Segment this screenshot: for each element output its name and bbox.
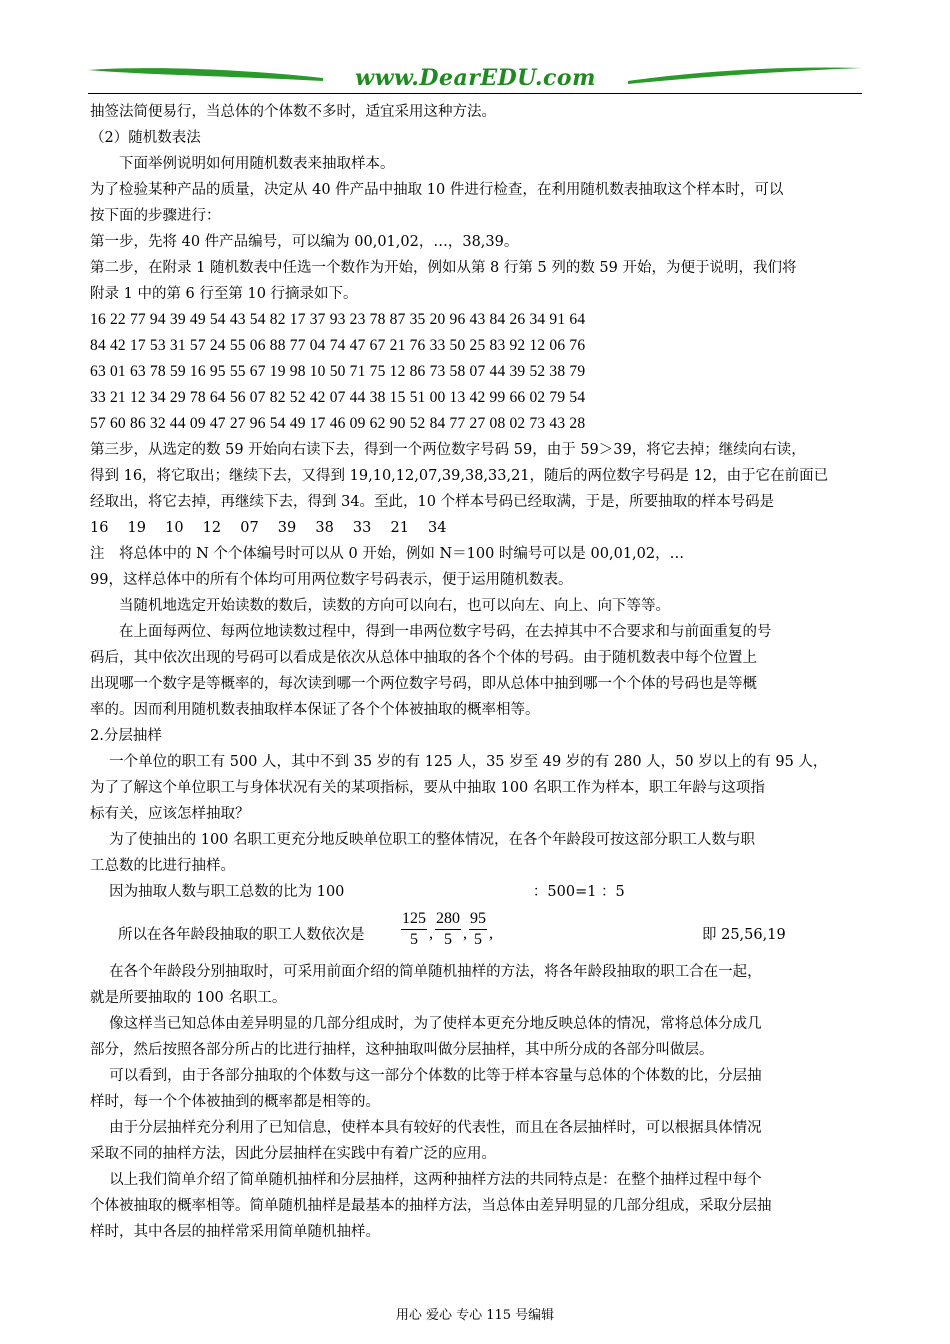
- fraction: [401, 909, 427, 950]
- fraction-separator: ,: [463, 924, 467, 942]
- random-table-row: 84 42 17 53 31 57 24 55 06 88 77 04 74 47 67 21 76 33 50 25 83 92 12 06 76: [90, 337, 586, 354]
- fraction-numerator: 95: [469, 909, 487, 930]
- paragraph-line: 由于分层抽样充分利用了已知信息，使样本具有较好的代表性，而且在各层抽样时，可以根据具体情况: [90, 1120, 762, 1136]
- fraction-denominator: 5: [444, 931, 452, 948]
- paragraph-line: 样时，每一个个体被抽到的概率都是相等的。: [90, 1094, 380, 1110]
- fraction-group: [400, 909, 494, 950]
- sample-numbers: 16 19 10 12 07 39 38 33 21 34: [90, 520, 447, 536]
- paragraph-line: 码后，其中依次出现的号码可以看成是依次从总体中抽取的各个个体的号码。由于随机数表中每个位置上: [90, 650, 757, 666]
- fraction-numerator: 125: [401, 909, 427, 930]
- paragraph-line: 得到 16，将它取出；继续下去，又得到 19,10,12,07,39,38,33,21，随后的两位数字号码是 12，由于它在前面已: [90, 468, 829, 484]
- paragraph-line: 样时，其中各层的抽样常采用简单随机抽样。: [90, 1224, 380, 1240]
- paragraph-line: 一个单位的职工有 500 人，其中不到 35 岁的有 125 人，35 岁至 49 岁的有 280 人，50 岁以上的有 95 人，: [90, 754, 828, 770]
- paragraph-line: 第一步，先将 40 件产品编号，可以编为 00,01,02，…，38,39。: [90, 234, 519, 250]
- paragraph-line: 抽签法简便易行，当总体的个体数不多时，适宜采用这种方法。: [90, 104, 496, 120]
- site-logo: www.DearEDU.com: [355, 65, 596, 91]
- paragraph-line: 经取出，将它去掉，再继续下去，得到 34。至此，10 个样本号码已经取满，于是，所要抽取的样本号码是: [90, 494, 775, 510]
- random-table-row: 33 21 12 34 29 78 64 56 07 82 52 42 07 44 38 15 51 00 13 42 99 66 02 79 54: [90, 389, 586, 406]
- paragraph-line: 为了使抽出的 100 名职工更充分地反映单位职工的整体情况，在各个年龄段可按这部分职工人数与职: [90, 832, 755, 848]
- note-line: 注 将总体中的 N 个个体编号时可以从 0 开始，例如 N＝100 时编号可以是 00,01,02，…: [90, 546, 685, 562]
- paragraph-line: 第三步，从选定的数 59 开始向右读下去，得到一个两位数字号码 59，由于 59＞39，将它去掉；继续向右读，: [90, 442, 806, 458]
- fraction-lead-text: 所以在各年龄段抽取的职工人数依次是: [118, 927, 365, 943]
- fraction-separator: ,: [429, 924, 433, 942]
- paragraph-line: 当随机地选定开始读数的数后，读数的方向可以向右，也可以向左、向上、向下等等。: [90, 598, 670, 614]
- paragraph-line: 为了了解这个单位职工与身体状况有关的某项指标，要从中抽取 100 名职工作为样本，职工年龄与这项指: [90, 780, 765, 796]
- paragraph-line: 像这样当已知总体由差异明显的几部分组成时，为了使样本更充分地反映总体的情况，常将总体分成几: [90, 1016, 762, 1032]
- fraction-numerator: 280: [435, 909, 461, 930]
- paragraph-line: 按下面的步骤进行：: [90, 208, 221, 224]
- fraction-result: 即 25,56,19: [702, 927, 786, 943]
- paragraph-line: 99，这样总体中的所有个体均可用两位数字号码表示，便于运用随机数表。: [90, 572, 573, 588]
- page-footer: 用心 爱心 专心 115 号编辑: [395, 1308, 555, 1323]
- section-heading: 2.分层抽样: [90, 728, 162, 744]
- section-heading: （2）随机数表法: [90, 130, 201, 146]
- paragraph-line: 工总数的比进行抽样。: [90, 858, 235, 874]
- site-header: [88, 62, 862, 96]
- paragraph-line: 个体被抽取的概率相等。简单随机抽样是最基本的抽样方法，当总体由差异明显的几部分组成，采取分层抽: [90, 1198, 772, 1214]
- paragraph-line: 因为抽取人数与职工总数的比为 100 ：500=1 ：5: [90, 884, 625, 900]
- paragraph-line: 可以看到，由于各部分抽取的个体数与这一部分个体数的比等于样本容量与总体的个体数的比，分层抽: [90, 1068, 762, 1084]
- paragraph-line: 出现哪一个数字是等概率的，每次读到哪一个两位数字号码，即从总体中抽到哪一个个体的号码也是等概: [90, 676, 757, 692]
- paragraph-line: 附录 1 中的第 6 行至第 10 行摘录如下。: [90, 286, 358, 302]
- paragraph-line: 为了检验某种产品的质量，决定从 40 件产品中抽取 10 件进行检查，在利用随机数表抽取这个样本时，可以: [90, 182, 784, 198]
- paragraph-line: 率的。因而利用随机数表抽取样本保证了各个个体被抽取的概率相等。: [90, 702, 540, 718]
- paragraph-line: 就是所要抽取的 100 名职工。: [90, 990, 287, 1006]
- paragraph-line: 下面举例说明如何用随机数表来抽取样本。: [90, 156, 395, 172]
- fraction-separator: ,: [489, 924, 493, 942]
- paragraph-line: 在各个年龄段分别抽取时，可采用前面介绍的简单随机抽样的方法，将各年龄段抽取的职工合在一起，: [90, 964, 762, 980]
- paragraph-line: 第二步，在附录 1 随机数表中任选一个数作为开始，例如从第 8 行第 5 列的数 59 开始，为便于说明，我们将: [90, 260, 797, 276]
- random-table-row: 16 22 77 94 39 49 54 43 54 82 17 37 93 23 78 87 35 20 96 43 84 26 34 91 64: [90, 311, 586, 328]
- fraction-denominator: 5: [474, 931, 482, 948]
- random-table-row: 63 01 63 78 59 16 95 55 67 19 98 10 50 71 75 12 86 73 58 07 44 39 52 38 79: [90, 363, 586, 380]
- document-body: [90, 99, 860, 1245]
- fraction-line: [90, 905, 860, 959]
- paragraph-line: 在上面每两位、每两位地读数过程中，得到一串两位数字号码，在去掉其中不合要求和与前面重复的号: [90, 624, 772, 640]
- paragraph-line: 标有关，应该怎样抽取？: [90, 806, 250, 822]
- fraction: [435, 909, 461, 950]
- fraction: [469, 909, 487, 950]
- fraction-denominator: 5: [410, 931, 418, 948]
- header-divider: [88, 93, 862, 94]
- paragraph-line: 以上我们简单介绍了简单随机抽样和分层抽样，这两种抽样方法的共同特点是：在整个抽样过程中每个: [90, 1172, 762, 1188]
- paragraph-line: 采取不同的抽样方法，因此分层抽样在实践中有着广泛的应用。: [90, 1146, 496, 1162]
- paragraph-line: 部分，然后按照各部分所占的比进行抽样，这种抽取叫做分层抽样，其中所分成的各部分叫做层。: [90, 1042, 714, 1058]
- random-table-row: 57 60 86 32 44 09 47 27 96 54 49 17 46 09 62 90 52 84 77 27 08 02 73 43 28: [90, 415, 586, 432]
